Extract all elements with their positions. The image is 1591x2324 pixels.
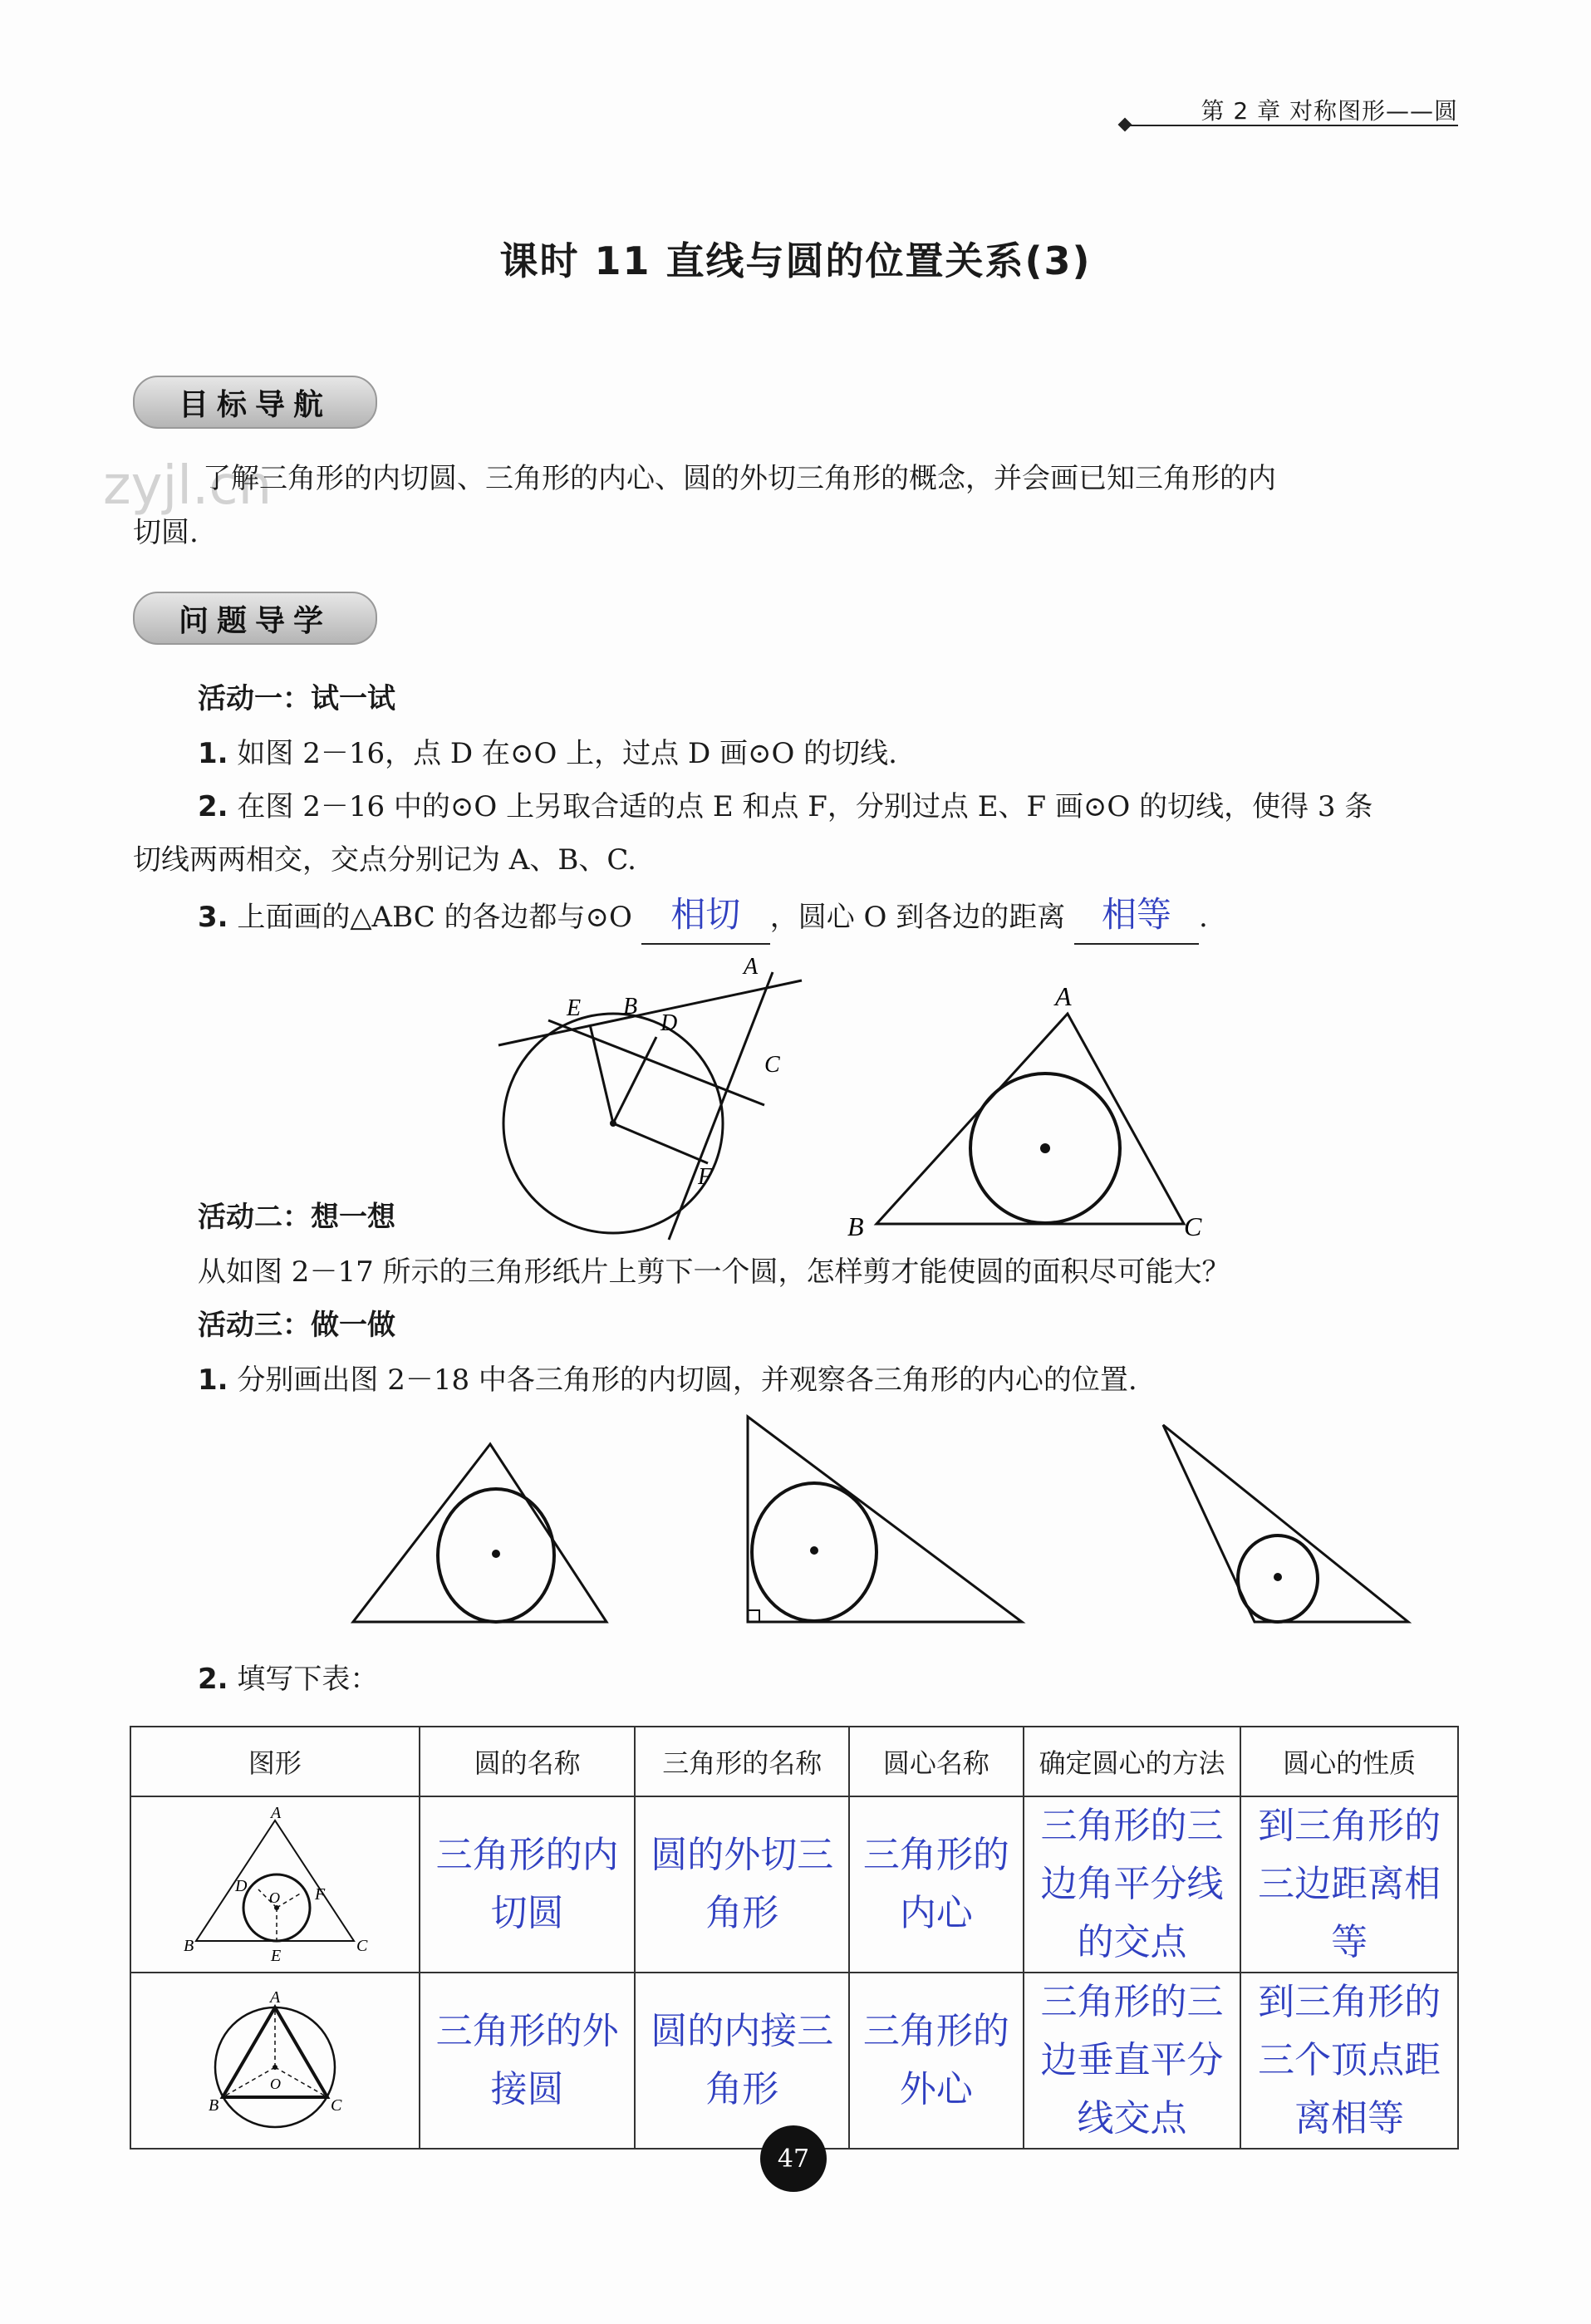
table-header-row <box>130 1727 1458 1796</box>
answer-tangent: 相切 <box>670 894 741 935</box>
answer-equal: 相等 <box>1102 894 1172 935</box>
cell-triangle-name: 圆的外切三角形 <box>635 1796 849 1973</box>
cell-center-name: 三角形的内心 <box>849 1796 1024 1973</box>
label-o: O <box>268 1889 280 1906</box>
triangle-3-incenter <box>1274 1573 1282 1581</box>
radius-of <box>613 1123 708 1163</box>
cell-property: 到三角形的三个顶点距离相等 <box>1240 1973 1458 2149</box>
right-angle-mark <box>748 1610 759 1622</box>
cell-triangle-name: 圆的内接三角形 <box>635 1973 849 2149</box>
label-b: B <box>623 994 638 1020</box>
page-number: 47 <box>760 2125 827 2192</box>
label-b: B <box>847 1211 864 1241</box>
cell-center-name: 三角形的外心 <box>849 1973 1024 2149</box>
label-a: A <box>269 1988 281 2007</box>
table-row <box>130 1796 1458 1973</box>
header-rule <box>1126 125 1458 126</box>
activity1-q2-line1: 在图 2－16 中的⊙O 上另取合适的点 E 和点 F，分别过点 E、F 画⊙O 的切线，使得 3 条 <box>237 790 1373 823</box>
section-badge-goals: 目标导航 <box>133 376 377 429</box>
circle-center <box>1040 1143 1050 1153</box>
cell-circle-name: 三角形的内切圆 <box>420 1796 636 1973</box>
label-d: D <box>660 1010 678 1036</box>
figure-2-17 <box>835 976 1225 1242</box>
activity1-q3-pre: 上面画的△ABC 的各边都与⊙O <box>237 901 632 934</box>
circumcenter-dot <box>273 2065 277 2070</box>
question-number: 1. <box>198 1363 228 1397</box>
label-f: F <box>314 1885 326 1904</box>
label-c: C <box>764 1052 780 1078</box>
figure-2-18 <box>332 1413 1429 1637</box>
question-number: 2. <box>198 790 228 823</box>
activity1-q1: 如图 2－16，点 D 在⊙O 上，过点 D 画⊙O 的切线. <box>237 737 897 770</box>
triangle-1-incenter <box>492 1550 500 1558</box>
fig-circumcircle-cell <box>130 1973 420 2149</box>
triangle-3 <box>1163 1425 1408 1622</box>
col-header: 图形 <box>130 1727 420 1796</box>
tangent-ac <box>669 972 773 1240</box>
question-number: 1. <box>198 737 228 770</box>
fig-incircle-cell <box>130 1796 420 1973</box>
triangle-abc <box>877 1014 1184 1224</box>
incircle-triangle <box>196 1820 354 1941</box>
cell-circle-name: 三角形的外接圆 <box>420 1973 636 2149</box>
triangle-2-incenter <box>810 1546 818 1555</box>
activity1-q2-line2: 切线两两相交，交点分别记为 A、B、C. <box>133 843 636 877</box>
triangle-1 <box>353 1444 606 1622</box>
label-a: A <box>270 1804 282 1822</box>
radius-oe <box>590 1024 613 1123</box>
activity1-q3-end: . <box>1199 901 1208 934</box>
activity1-title: 活动一：试一试 <box>198 682 395 715</box>
chapter-header: 第 2 章 对称图形——圆 <box>1201 97 1458 125</box>
label-e: E <box>567 995 582 1021</box>
triangle-2-outline <box>748 1417 1022 1622</box>
goal-line-1: 了解三角形的内切圆、三角形的内心、圆的外切三角形的概念，并会画已知三角形的内 <box>203 462 1276 495</box>
activity2-title: 活动二：想一想 <box>198 1201 395 1234</box>
label-f: F <box>698 1164 713 1190</box>
fill-table <box>130 1726 1459 2150</box>
triangle-2 <box>748 1417 1022 1622</box>
question-number: 2. <box>198 1663 228 1696</box>
label-c: C <box>330 2096 342 2115</box>
fig-incircle <box>175 1800 375 1966</box>
col-header: 三角形的名称 <box>635 1727 849 1796</box>
header-diamond-icon <box>1118 118 1132 132</box>
cell-method: 三角形的三边垂直平分线交点 <box>1024 1973 1241 2149</box>
label-a: A <box>744 954 759 980</box>
goal-line-2: 切圆. <box>133 516 199 549</box>
watermark: zyjl.cn <box>103 455 273 517</box>
label-c: C <box>356 1937 368 1955</box>
page-title: 课时 11 直线与圆的位置关系(3) <box>499 238 1092 283</box>
radius-dashed <box>277 1893 302 1908</box>
activity3-q2: 填写下表： <box>237 1663 379 1696</box>
label-d: D <box>234 1877 248 1895</box>
figure-2-16 <box>490 947 823 1246</box>
triangle-3-outline <box>1163 1425 1408 1622</box>
label-b: B <box>208 2096 219 2115</box>
fig-circumcircle <box>175 1984 375 2134</box>
activity3-q1: 分别画出图 2－18 中各三角形的内切圆，并观察各三角形的内心的位置. <box>237 1363 1137 1397</box>
radius-od <box>613 1037 656 1123</box>
cell-method: 三角形的三边角平分线的交点 <box>1024 1796 1241 1973</box>
label-b: B <box>183 1937 194 1955</box>
col-header: 圆心的性质 <box>1240 1727 1458 1796</box>
center-o <box>610 1120 616 1127</box>
triangle-1-outline <box>353 1444 606 1622</box>
cell-property: 到三角形的三边距离相等 <box>1240 1796 1458 1973</box>
tangent-bc <box>548 1020 764 1105</box>
col-header: 圆的名称 <box>420 1727 636 1796</box>
activity2-text: 从如图 2－17 所示的三角形纸片上剪下一个圆，怎样剪才能使圆的面积尽可能大？ <box>198 1255 1230 1289</box>
label-a: A <box>1055 981 1072 1011</box>
question-number: 3. <box>198 901 228 934</box>
table-row <box>130 1973 1458 2149</box>
col-header: 圆心名称 <box>849 1727 1024 1796</box>
section-badge-guide: 问题导学 <box>133 592 377 645</box>
activity3-title: 活动三：做一做 <box>198 1309 395 1342</box>
col-header: 确定圆心的方法 <box>1024 1727 1241 1796</box>
label-o: O <box>269 2076 281 2092</box>
activity1-q3-mid: ，圆心 O 到各边的距离 <box>769 901 1066 934</box>
label-c: C <box>1184 1211 1202 1241</box>
label-e: E <box>270 1947 282 1965</box>
